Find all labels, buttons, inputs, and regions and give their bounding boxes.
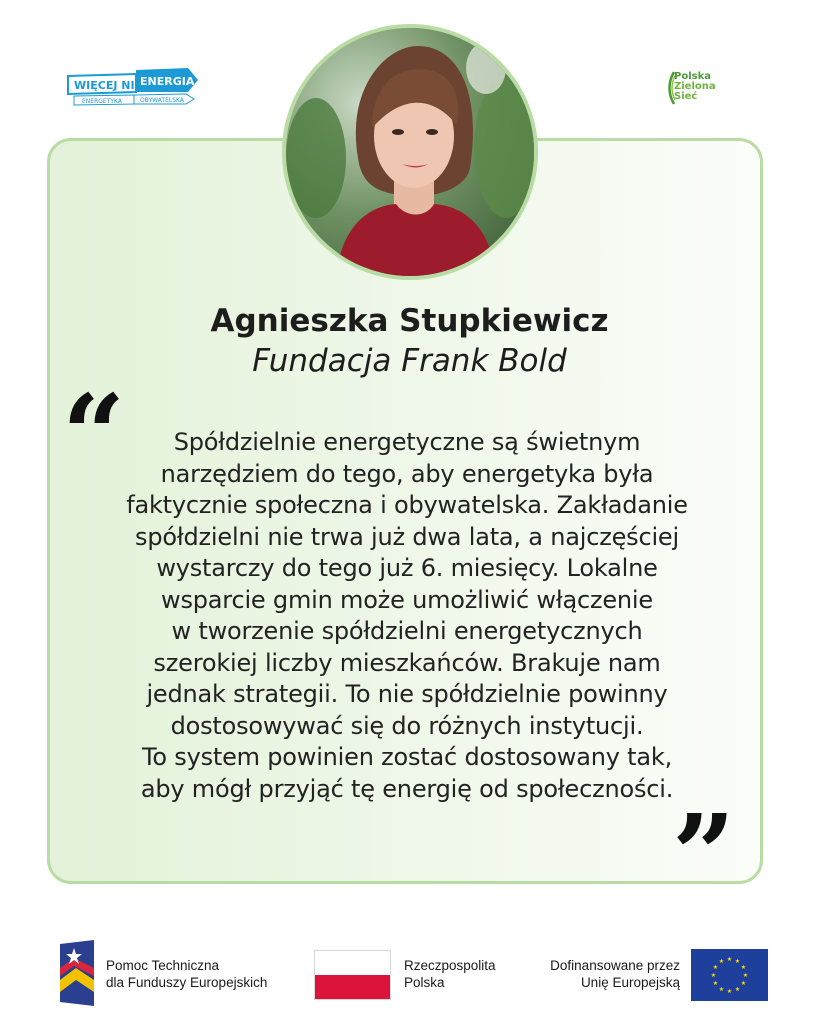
fe-line1: Pomoc Techniczna xyxy=(106,958,220,973)
opening-quote-mark: “ xyxy=(62,370,126,499)
svg-text:★: ★ xyxy=(726,956,733,963)
quote-line: narzędziem do tego, aby energetyka była xyxy=(160,459,654,488)
eu-line1: Dofinansowane przez xyxy=(550,958,680,973)
svg-text:★: ★ xyxy=(710,972,717,979)
fe-line2: dla Funduszy Europejskich xyxy=(106,975,268,990)
speaker-name: Agnieszka Stupkiewicz xyxy=(210,303,609,339)
quote-line: w tworzenie spółdzielni energetycznych xyxy=(171,617,643,645)
polska-zielona-siec-logo-text xyxy=(674,72,716,102)
quote-line: jednak strategii. To nie spółdzielnie powinny xyxy=(146,680,668,708)
svg-text:★: ★ xyxy=(712,980,719,987)
quote-line: To system powinien zostać dostosowany tak, xyxy=(141,743,673,771)
svg-text:★: ★ xyxy=(718,958,725,965)
logo-text-energetyka: ENERGETYKA xyxy=(82,98,122,105)
speaker-organization: Fundacja Frank Bold xyxy=(252,343,567,379)
svg-text:★: ★ xyxy=(712,964,719,971)
svg-text:★: ★ xyxy=(718,986,725,993)
rzeczpospolita-polska-label xyxy=(404,957,496,991)
eu-flag-icon xyxy=(691,949,768,1001)
quote-line: wsparcie gmin może umożliwić włączenie xyxy=(161,585,653,614)
closing-quote-mark: ” xyxy=(672,790,736,919)
quote-line: dostosowywać się do różnych instytucji. xyxy=(170,711,644,740)
quote-line: Spółdzielnie energetyczne są świetnym xyxy=(173,428,641,456)
svg-text:★: ★ xyxy=(734,958,741,965)
poland-flag-icon xyxy=(314,950,391,1000)
eu-funding-label xyxy=(520,957,680,991)
svg-text:★: ★ xyxy=(740,964,747,971)
quote-line: aby mógł przyjąć tę energię od społeczności. xyxy=(140,774,674,803)
quote-line: wystarczy do tego już 6. miesięcy. Lokalne xyxy=(156,554,658,582)
logo-text-wiecej: WIĘCEJ NIŻ xyxy=(74,79,143,92)
fundusze-europejskie-icon xyxy=(60,940,94,1006)
svg-text:★: ★ xyxy=(742,972,749,979)
quote-body xyxy=(62,427,752,805)
pl-line1: Rzeczpospolita xyxy=(404,958,496,973)
quote-line: spółdzielni nie trwa już dwa lata, a najczęściej xyxy=(135,522,679,551)
pzs-line3: Sieć xyxy=(674,91,698,102)
pzs-line2: Zielona xyxy=(674,81,716,92)
logo-text-energia: ENERGIA xyxy=(140,75,195,88)
quote-line: faktycznie społeczna i obywatelska. Zakładanie xyxy=(126,491,688,519)
speaker-portrait xyxy=(282,24,538,280)
svg-text:★: ★ xyxy=(726,988,733,995)
pl-line2: Polska xyxy=(404,975,445,990)
eu-line2: Unię Europejską xyxy=(580,975,680,990)
svg-text:★: ★ xyxy=(740,980,747,987)
wiecej-niz-energia-logo xyxy=(66,64,200,110)
logo-text-obywatelska: OBYWATELSKA xyxy=(140,97,184,104)
quote-line: szerokiej liczby mieszkańców. Brakuje nam xyxy=(153,648,661,677)
fundusze-europejskie-label xyxy=(106,957,267,991)
svg-text:★: ★ xyxy=(734,986,741,993)
pzs-line1: Polska xyxy=(674,71,711,82)
